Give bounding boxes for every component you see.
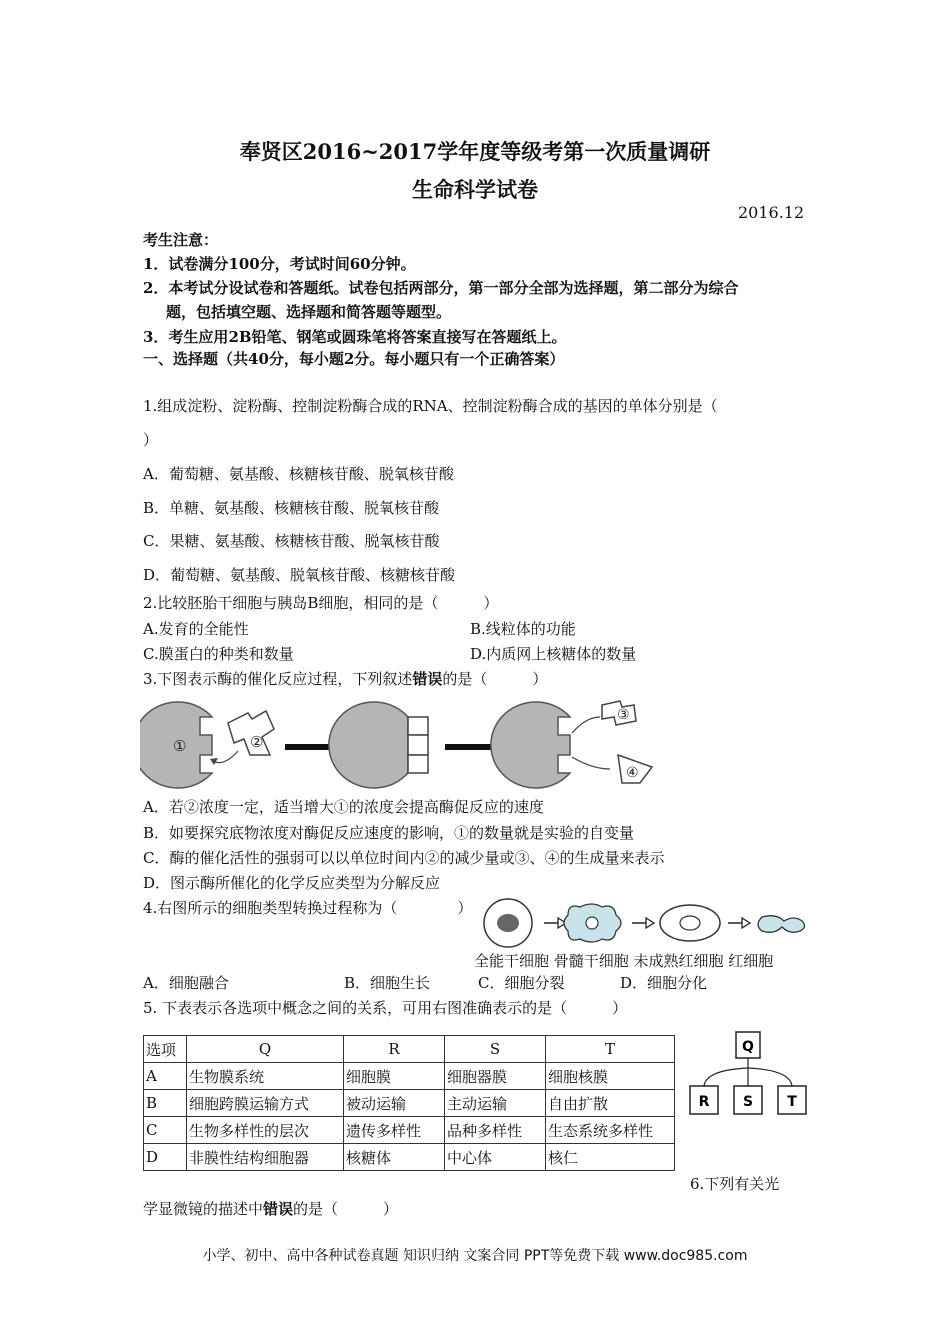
- tree-edge-r: [704, 1068, 748, 1086]
- cell-arrow-2-head: [646, 918, 654, 928]
- q2-option-c: C.膜蛋白的种类和数量: [143, 645, 294, 663]
- concept-tree-diagram: [686, 1030, 810, 1122]
- table-header-cell: Q: [187, 1036, 344, 1063]
- notice-item-2: 2．本考试分设试卷和答题纸。试卷包括两部分，第一部分全部为选择题，第二部分为综合: [143, 279, 739, 297]
- table-cell: 被动运输: [344, 1090, 445, 1117]
- q4-option-a: A．细胞融合: [143, 974, 229, 992]
- q3-stem: [143, 668, 547, 689]
- marrow-nucleus: [586, 917, 598, 929]
- table-cell: 主动运输: [445, 1090, 546, 1117]
- cell-transformation-diagram: [480, 897, 810, 949]
- immature-red-nucleus: [680, 916, 700, 930]
- tree-label-r: R: [698, 1094, 710, 1110]
- table-cell: 自由扩散: [546, 1090, 675, 1117]
- q2-option-b: B.线粒体的功能: [470, 620, 576, 638]
- q4-option-c: C．细胞分裂: [478, 974, 565, 992]
- table-cell: 细胞核膜: [546, 1063, 675, 1090]
- q6-stem-bold: 错误: [263, 1200, 294, 1218]
- complex-part-mid: [408, 735, 428, 755]
- q3-stem-bold: 错误: [412, 670, 443, 688]
- exam-title: 奉贤区2016~2017学年度等级考第一次质量调研: [239, 139, 711, 164]
- q4-cell-labels: 全能干细胞 骨髓干细胞 未成熟红细胞 红细胞: [474, 952, 774, 970]
- exam-subtitle: 生命科学试卷: [412, 177, 538, 202]
- q5-concept-table: [143, 1035, 675, 1171]
- q3-option-d: D．图示酶所催化的化学反应类型为分解反应: [143, 874, 441, 892]
- q1-stem-end: ）: [143, 431, 159, 449]
- q6-stem-part1: 6.下列有关光: [690, 1175, 780, 1193]
- red-blood-cell: [758, 916, 805, 933]
- table-cell: 品种多样性: [445, 1117, 546, 1144]
- cell-arrow-3-head: [742, 918, 750, 928]
- enzyme-shape-3: [491, 702, 570, 788]
- table-cell: A: [144, 1063, 187, 1090]
- tree-edge-t: [748, 1068, 792, 1086]
- table-cell: 核糖体: [344, 1144, 445, 1171]
- q3-stem-pre: 3.下图表示酶的催化反应过程，下列叙述: [143, 670, 413, 688]
- notice-heading: 考生注意：: [143, 231, 219, 249]
- table-row: [144, 1117, 675, 1144]
- table-cell: 非膜性结构细胞器: [187, 1144, 344, 1171]
- label-1: ①: [173, 737, 187, 755]
- table-cell: 生物膜系统: [187, 1063, 344, 1090]
- table-cell: 细胞膜: [344, 1063, 445, 1090]
- table-row: [144, 1063, 675, 1090]
- tree-label-q: Q: [742, 1039, 754, 1055]
- table-header-cell: 选项: [144, 1036, 187, 1063]
- q4-stem: 4.右图所示的细胞类型转换过程称为（ ）: [143, 899, 473, 917]
- table-row: [144, 1090, 675, 1117]
- q3-option-c: C．酶的催化活性的强弱可以以单位时间内②的减少量或③、④的生成量来表示: [143, 849, 665, 867]
- table-cell: C: [144, 1117, 187, 1144]
- tree-label-s: S: [742, 1094, 754, 1110]
- product-arrow-4: [572, 757, 610, 769]
- table-cell: 生物多样性的层次: [187, 1117, 344, 1144]
- q1-option-a: A．葡萄糖、氨基酸、核糖核苷酸、脱氧核苷酸: [143, 465, 454, 483]
- q6-stem: [143, 1198, 398, 1219]
- complex-part-top: [408, 717, 428, 735]
- binding-arrow-head: [210, 758, 218, 765]
- complex-part-bot: [408, 755, 428, 773]
- table-cell: 细胞器膜: [445, 1063, 546, 1090]
- table-cell: 细胞跨膜运输方式: [187, 1090, 344, 1117]
- tree-label-t: T: [787, 1094, 797, 1110]
- q1-stem: 1.组成淀粉、淀粉酶、控制淀粉酶合成的RNA、控制淀粉酶合成的基因的单体分别是（: [143, 397, 718, 415]
- table-cell: B: [144, 1090, 187, 1117]
- q1-option-d: D．葡萄糖、氨基酸、脱氧核苷酸、核糖核苷酸: [143, 566, 456, 584]
- label-2: ②: [250, 733, 264, 751]
- notice-item-3: 3．考生应用2B铅笔、钢笔或圆珠笔将答案直接写在答题纸上。: [143, 328, 567, 346]
- q2-option-d: D.内质网上核糖体的数量: [470, 645, 637, 663]
- table-cell: 核仁: [546, 1144, 675, 1171]
- table-cell: 中心体: [445, 1144, 546, 1171]
- table-cell: 遗传多样性: [344, 1117, 445, 1144]
- table-header-cell: R: [344, 1036, 445, 1063]
- label-4: ④: [626, 765, 639, 781]
- notice-item-1: 1．试卷满分100分，考试时间60分钟。: [143, 255, 416, 273]
- product-arrow-3: [572, 717, 600, 733]
- q1-option-b: B．单糖、氨基酸、核糖核苷酸、脱氧核苷酸: [143, 499, 440, 517]
- label-3: ③: [617, 707, 630, 723]
- section-heading: 一、选择题（共40分，每小题2分。每小题只有一个正确答案）: [143, 350, 565, 368]
- q1-option-c: C．果糖、氨基酸、核糖核苷酸、脱氧核苷酸: [143, 532, 440, 550]
- q6-stem-post: 的是（ ）: [293, 1200, 399, 1218]
- enzyme-shape-2: [329, 702, 408, 788]
- notice-item-2-cont: 题，包括填空题、选择题和简答题等题型。: [166, 303, 452, 321]
- q3-option-b: B．如要探究底物浓度对酶促反应速度的影响，①的数量就是实验的自变量: [143, 824, 635, 842]
- q6-stem-pre: 学显微镜的描述中: [143, 1200, 264, 1218]
- table-cell: 生态系统多样性: [546, 1117, 675, 1144]
- q3-stem-post: 的是（ ）: [442, 670, 548, 688]
- enzyme-reaction-diagram: [140, 695, 660, 795]
- totipotent-nucleus: [497, 914, 519, 932]
- q4-option-b: B．细胞生长: [344, 974, 431, 992]
- q3-option-a: A．若②浓度一定，适当增大①的浓度会提高酶促反应的速度: [143, 798, 544, 816]
- q2-stem: 2.比较胚胎干细胞与胰岛B细胞，相同的是（ ）: [143, 594, 499, 612]
- q4-option-d: D．细胞分化: [620, 974, 708, 992]
- q2-option-a: A.发育的全能性: [143, 620, 249, 638]
- table-header-row: [144, 1036, 675, 1063]
- table-header-cell: T: [546, 1036, 675, 1063]
- table-row: [144, 1144, 675, 1171]
- q5-stem: 5. 下表表示各选项中概念之间的关系，可用右图准确表示的是（ ）: [143, 999, 628, 1017]
- exam-date: 2016.12: [738, 203, 805, 222]
- page-footer: 小学、初中、高中各种试卷真题 知识归纳 文案合同 PPT等免费下载 www.doc985.com: [202, 1248, 748, 1264]
- table-cell: D: [144, 1144, 187, 1171]
- table-header-cell: S: [445, 1036, 546, 1063]
